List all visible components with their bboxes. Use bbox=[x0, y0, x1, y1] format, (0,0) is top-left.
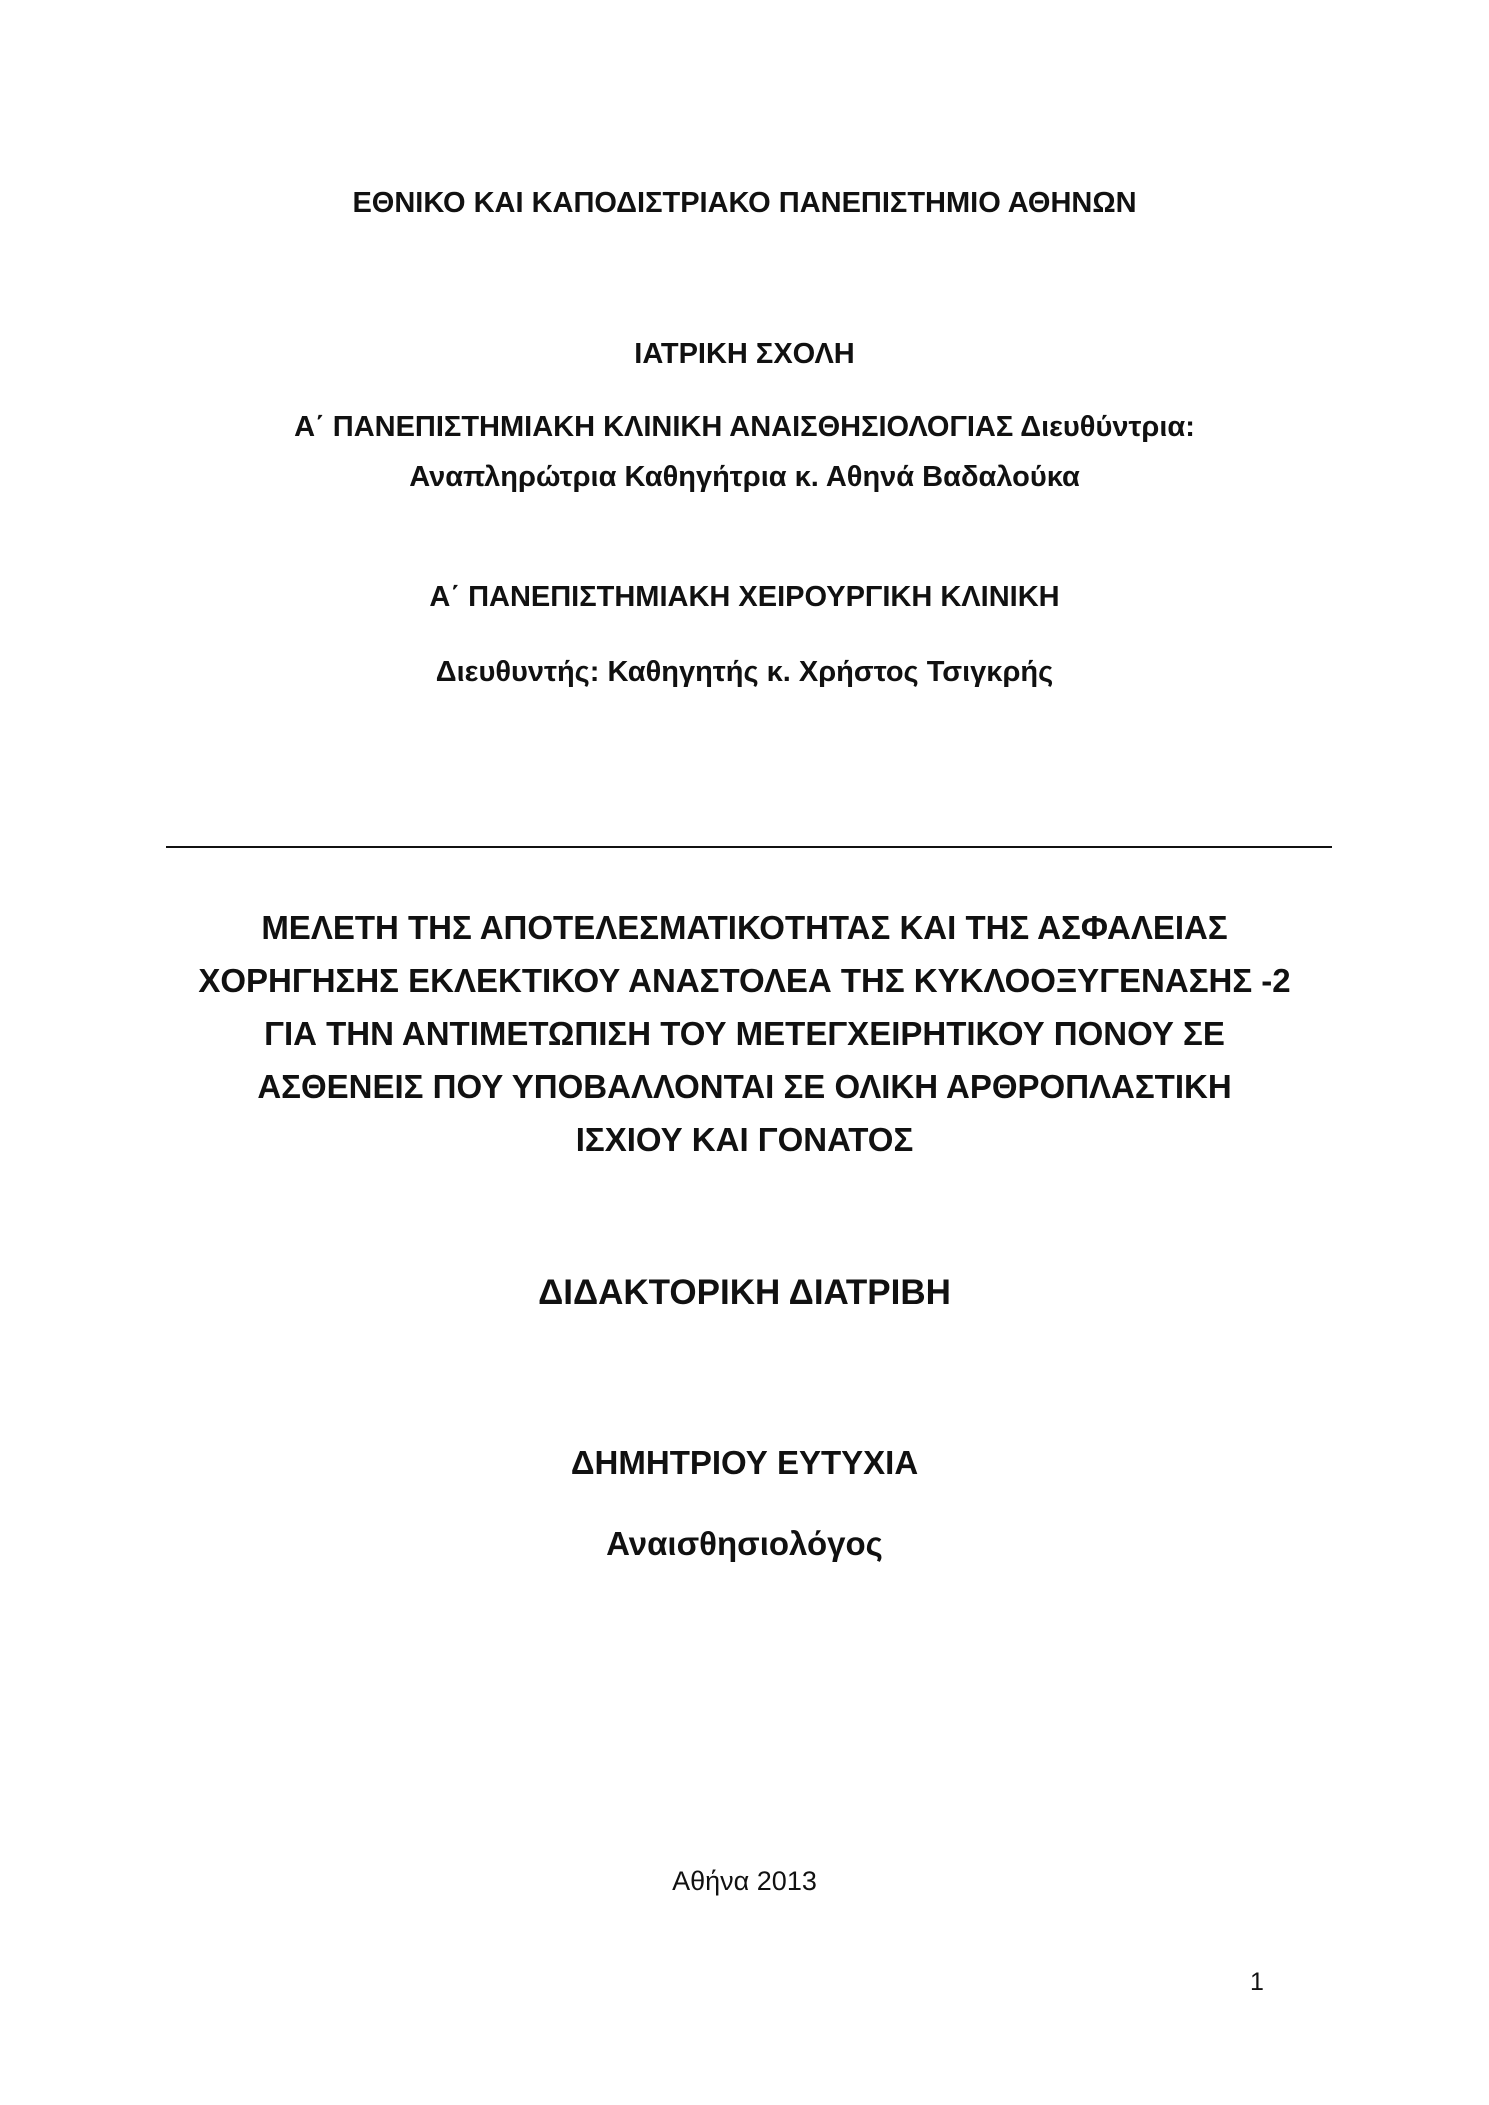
anesthesiology-clinic-line-2: Αναπληρώτρια Καθηγήτρια κ. Αθηνά Βαδαλούκα bbox=[409, 461, 1080, 493]
surgical-clinic-name: Α΄ ΠΑΝΕΠΙΣΤΗΜΙΑΚΗ ΧΕΙΡΟΥΡΓΙΚΗ ΚΛΙΝΙΚΗ bbox=[429, 581, 1060, 613]
thesis-type: ΔΙΔΑΚΤΟΡΙΚΗ ΔΙΑΤΡΙΒΗ bbox=[538, 1273, 951, 1312]
university-name: ΕΘΝΙΚΟ ΚΑΙ ΚΑΠΟΔΙΣΤΡΙΑΚΟ ΠΑΝΕΠΙΣΤΗΜΙΟ ΑΘΗΝΩΝ bbox=[352, 187, 1137, 219]
thesis-title-line-1: ΜΕΛΕΤΗ ΤΗΣ ΑΠΟΤΕΛΕΣΜΑΤΙΚΟΤΗΤΑΣ ΚΑΙ ΤΗΣ ΑΣΦΑΛΕΙΑΣ bbox=[261, 909, 1228, 946]
horizontal-divider bbox=[166, 846, 1332, 848]
author-role: Αναισθησιολόγος bbox=[606, 1525, 883, 1562]
anesthesiology-clinic-line-1: Α΄ ΠΑΝΕΠΙΣΤΗΜΙΑΚΗ ΚΛΙΝΙΚΗ ΑΝΑΙΣΘΗΣΙΟΛΟΓΙΑΣ Διευθύντρια: bbox=[294, 411, 1195, 443]
thesis-title-line-5: ΙΣΧΙΟΥ ΚΑΙ ΓΟΝΑΤΟΣ bbox=[575, 1121, 914, 1158]
page-number: 1 bbox=[1250, 1968, 1264, 1996]
place-and-year: Αθήνα 2013 bbox=[672, 1866, 817, 1896]
thesis-title-line-3: ΓΙΑ ΤΗΝ ΑΝΤΙΜΕΤΩΠΙΣΗ ΤΟΥ ΜΕΤΕΓΧΕΙΡΗΤΙΚΟΥ ΠΟΝΟΥ ΣΕ bbox=[264, 1015, 1225, 1052]
thesis-title-line-2: ΧΟΡΗΓΗΣΗΣ ΕΚΛΕΚΤΙΚΟΥ ΑΝΑΣΤΟΛΕΑ ΤΗΣ ΚΥΚΛΟΟΞΥΓΕΝΑΣΗΣ -2 bbox=[198, 962, 1291, 999]
author-name: ΔΗΜΗΤΡΙΟΥ ΕΥΤΥΧΙΑ bbox=[570, 1444, 919, 1481]
school-name: ΙΑΤΡΙΚΗ ΣΧΟΛΗ bbox=[634, 338, 855, 370]
thesis-title-line-4: ΑΣΘΕΝΕΙΣ ΠΟΥ ΥΠΟΒΑΛΛΟΝΤΑΙ ΣΕ ΟΛΙΚΗ ΑΡΘΡΟΠΛΑΣΤΙΚΗ bbox=[257, 1068, 1232, 1105]
surgical-clinic-director: Διευθυντής: Καθηγητής κ. Χρήστος Τσιγκρής bbox=[435, 656, 1054, 688]
